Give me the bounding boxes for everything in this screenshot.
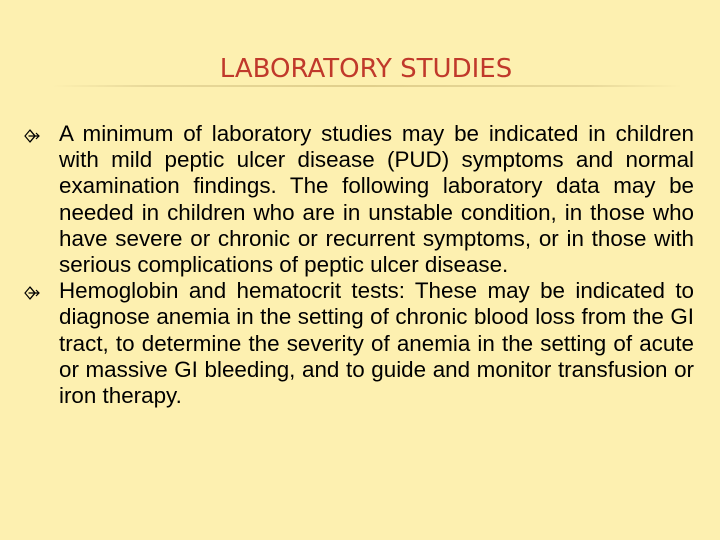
- bullet-list: [24, 121, 694, 409]
- diamond-bullet-icon: [24, 128, 42, 144]
- diamond-bullet-icon: [24, 285, 42, 301]
- list-item: [24, 121, 694, 278]
- bullet-text: Hemoglobin and hematocrit tests: These may be indicated to diagnose anemia in the setting of chronic blood loss from the GI tract, to determine the severity of anemia in the setting of acute or massive GI bleeding, and to guide and monitor transfusion or iron therapy.: [59, 278, 694, 409]
- list-item: [24, 278, 694, 409]
- title-divider: [52, 85, 682, 87]
- page-title: LABORATORY STUDIES: [219, 54, 513, 84]
- bullet-text: A minimum of laboratory studies may be indicated in children with mild peptic ulcer disease (PUD) symptoms and normal examination findings. The following laboratory data may be needed in children who are in unstable condition, in those who have severe or chronic or recurrent symptoms, or in those with serious complications of peptic ulcer disease.: [59, 121, 694, 278]
